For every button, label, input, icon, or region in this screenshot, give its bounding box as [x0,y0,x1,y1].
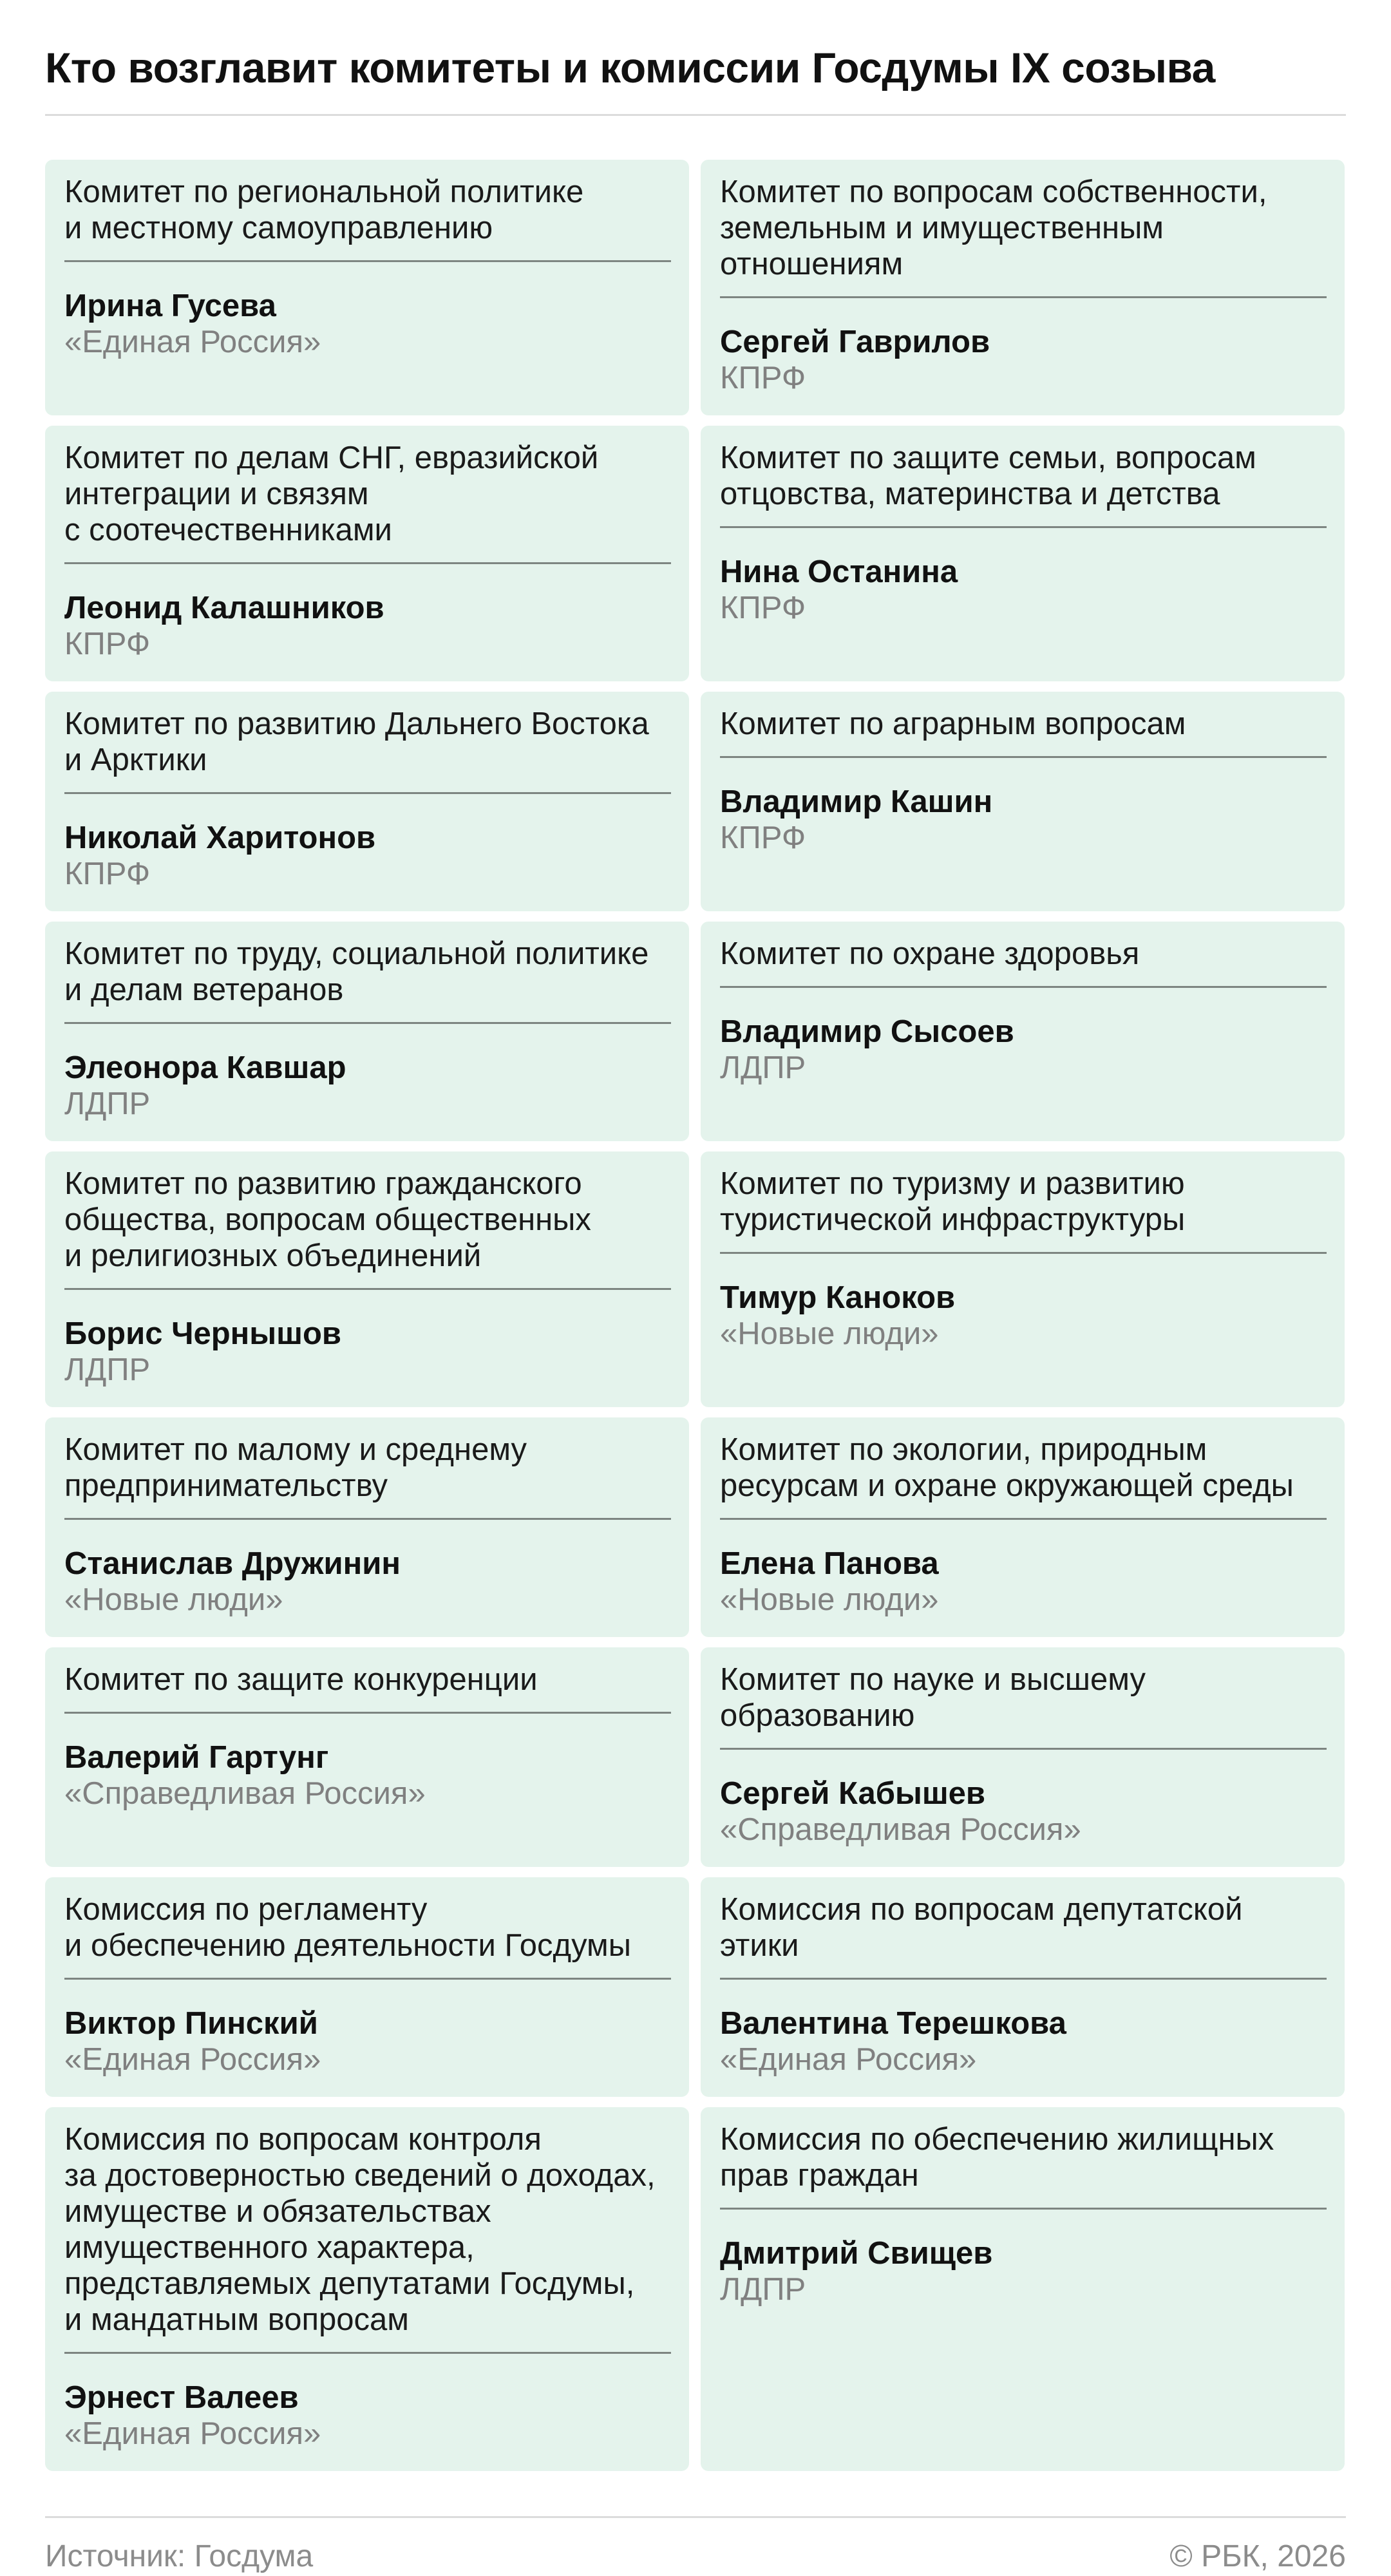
copyright-text: © РБК, 2026 [1169,2539,1346,2573]
committee-card [45,1647,689,1867]
page-title: Кто возглавит комитеты и комиссии Госдумы IX созыва [45,44,1215,91]
party-name: «Единая Россия» [720,2042,977,2077]
chairperson-name: Валерий Гартунг [64,1740,329,1775]
committee-name: Комитет по туризму и развитию туристической инфраструктуры [720,1166,1327,1254]
committee-card [45,1877,689,2097]
party-name: ЛДПР [720,2272,806,2307]
committee-name: Комитет по малому и среднему предпринимательству [64,1432,671,1520]
chairperson-name: Владимир Кашин [720,784,993,819]
committee-card [45,426,689,681]
committee-name: Комитет по развитию гражданского общества, вопросам общественных и религиозных объединений [64,1166,671,1290]
committee-card [701,1877,1345,2097]
chairperson-name: Ирина Гусева [64,289,276,323]
party-name: ЛДПР [64,1352,151,1387]
committee-name: Комитет по науке и высшему образованию [720,1662,1327,1750]
party-name: «Новые люди» [720,1582,939,1617]
party-name: «Справедливая Россия» [64,1776,426,1811]
committee-card [45,692,689,911]
chairperson-name: Дмитрий Свищев [720,2236,993,2271]
party-name: «Единая Россия» [64,2416,321,2451]
chairperson-name: Леонид Калашников [64,591,384,625]
committee-card [45,1151,689,1407]
party-name: КПРФ [64,857,151,891]
committee-card [701,692,1345,911]
party-name: «Единая Россия» [64,2042,321,2077]
footer [45,2537,1346,2576]
chairperson-name: Эрнест Валеев [64,2380,299,2415]
chairperson-name: Элеонора Кавшар [64,1050,346,1085]
party-name: ЛДПР [720,1050,806,1085]
committee-name: Комитет по вопросам собственности, земельным и имущественным отношениям [720,174,1327,298]
chairperson-name: Нина Останина [720,554,958,589]
source-text: Источник: Госдума [45,2539,314,2573]
party-name: КПРФ [720,820,806,855]
party-name: «Единая Россия» [64,325,321,359]
committee-card [701,426,1345,681]
committee-name: Комитет по региональной политике и местному самоуправлению [64,174,671,262]
party-name: КПРФ [720,591,806,625]
chairperson-name: Елена Панова [720,1546,939,1581]
chairperson-name: Сергей Гаврилов [720,325,990,359]
committee-name: Комиссия по вопросам контроля за достоверностью сведений о доходах, имуществе и обязательствах имущественного характера, представляемых депутатами Госдумы, и мандатным вопросам [64,2121,671,2354]
infographic [45,0,1346,2576]
committee-card [45,1417,689,1637]
committee-card [701,1647,1345,1867]
chairperson-name: Борис Чернышов [64,1316,342,1351]
chairperson-name: Станислав Дружинин [64,1546,401,1581]
chairperson-name: Валентина Терешкова [720,2006,1066,2041]
committee-name: Комитет по труду, социальной политике и делам ветеранов [64,936,671,1024]
committee-name: Комитет по защите семьи, вопросам отцовства, материнства и детства [720,440,1327,528]
party-name: «Новые люди» [64,1582,283,1617]
committee-name: Комитет по защите конкуренции [64,1662,671,1714]
committee-card [701,922,1345,1141]
committee-card [701,1151,1345,1407]
committee-name: Комиссия по регламенту и обеспечению деятельности Госдумы [64,1891,671,1980]
committee-name: Комитет по развитию Дальнего Востока и Арктики [64,706,671,794]
chairperson-name: Тимур Каноков [720,1280,956,1315]
chairperson-name: Сергей Кабышев [720,1776,986,1811]
committee-name: Комитет по охране здоровья [720,936,1327,988]
committee-grid [45,160,1346,2471]
committee-name: Комитет по аграрным вопросам [720,706,1327,758]
committee-card [45,2107,689,2471]
party-name: «Новые люди» [720,1316,939,1351]
committee-card [45,922,689,1141]
party-name: ЛДПР [64,1086,151,1121]
committee-name: Комиссия по обеспечению жилищных прав граждан [720,2121,1327,2210]
header-divider [45,114,1346,116]
chairperson-name: Николай Харитонов [64,820,376,855]
party-name: КПРФ [720,361,806,395]
committee-card [701,160,1345,415]
chairperson-name: Виктор Пинский [64,2006,318,2041]
committee-card [45,160,689,415]
party-name: КПРФ [64,627,151,661]
committee-card [701,2107,1345,2471]
committee-name: Комиссия по вопросам депутатской этики [720,1891,1327,1980]
committee-name: Комитет по экологии, природным ресурсам и охране окружающей среды [720,1432,1327,1520]
committee-name: Комитет по делам СНГ, евразийской интеграции и связям с соотечественниками [64,440,671,564]
footer-divider [45,2516,1346,2518]
chairperson-name: Владимир Сысоев [720,1014,1014,1049]
party-name: «Справедливая Россия» [720,1812,1081,1847]
committee-card [701,1417,1345,1637]
